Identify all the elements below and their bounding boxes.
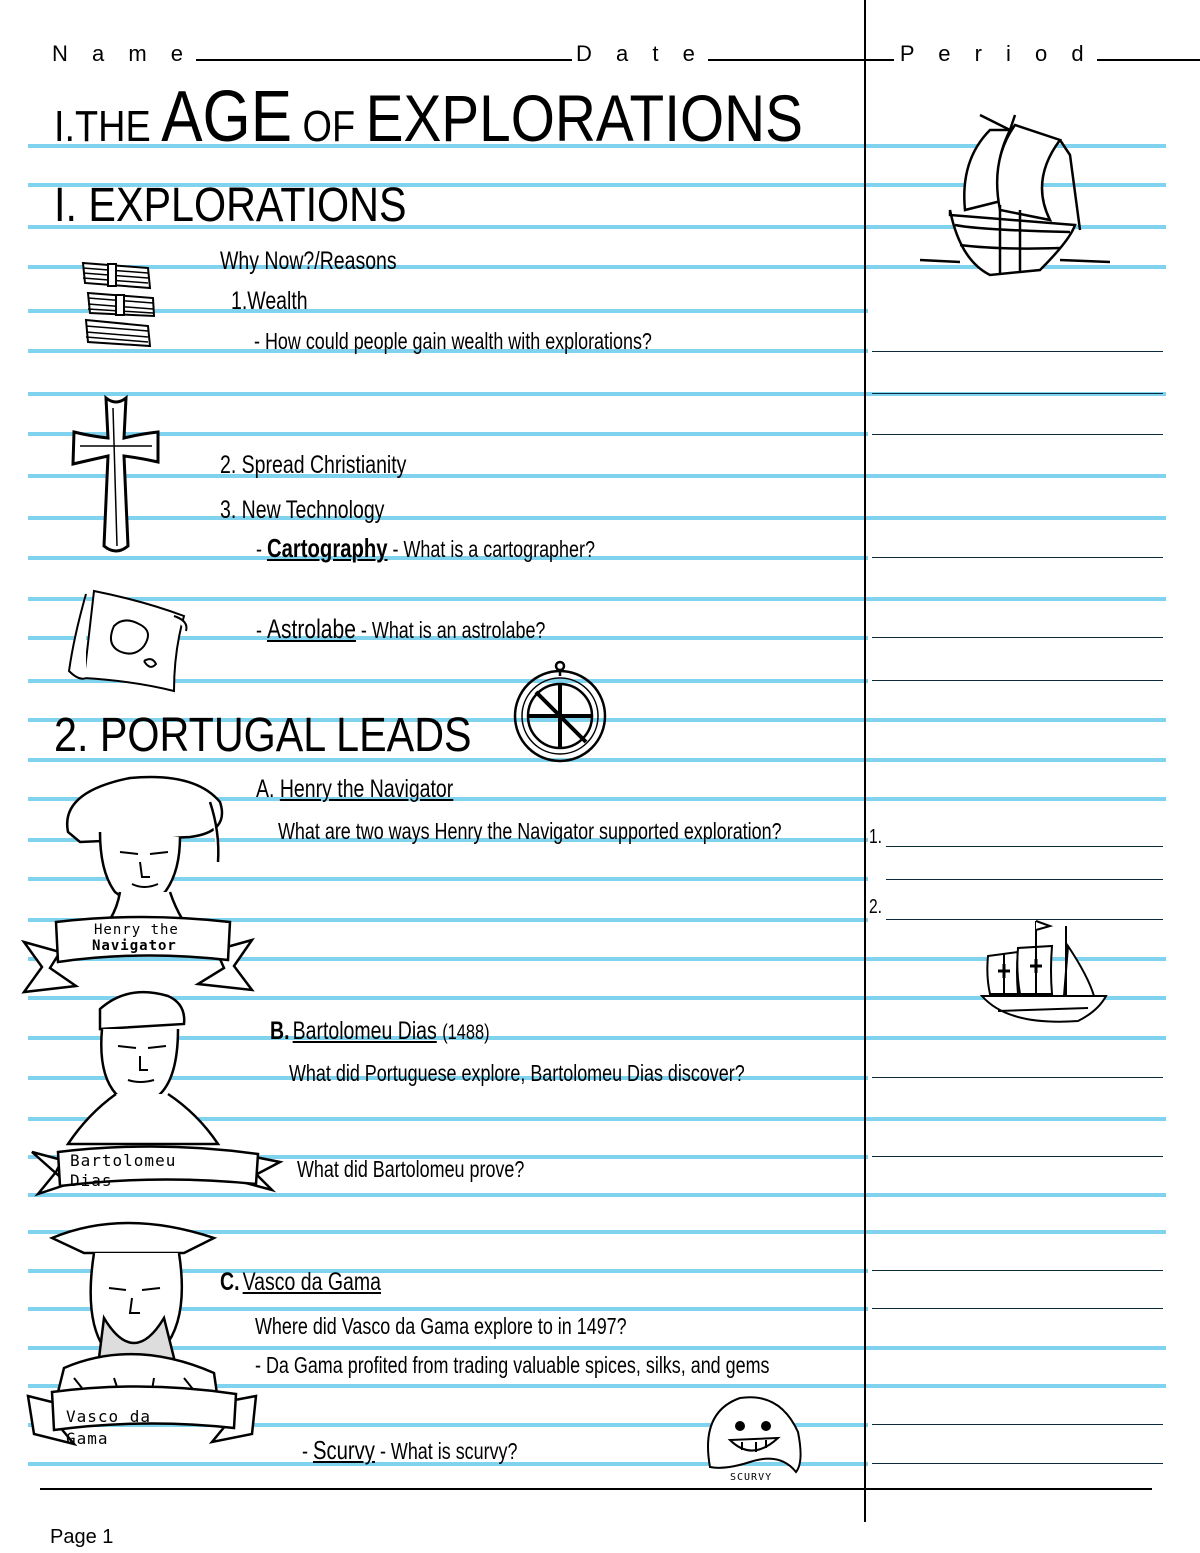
footer-rule [40, 1488, 1152, 1490]
cartography-term: Cartography [266, 533, 388, 563]
scurvy-term: Scurvy [312, 1435, 375, 1465]
dias-caption-2: Dias [70, 1171, 113, 1190]
henry-caption-1: Henry the [94, 922, 179, 938]
henry-heading: A. Henry the Navigator [256, 775, 454, 803]
gama-caption-1: Vasco da [66, 1407, 152, 1426]
christianity-item: 2. Spread Christianity [220, 451, 407, 479]
dias-heading: B. Bartolomeu Dias (1488) [270, 1017, 490, 1045]
name-field[interactable] [196, 58, 572, 61]
henry-portrait-icon [20, 772, 256, 998]
gama-question: Where did Vasco da Gama explore to in 1497? [255, 1313, 627, 1339]
scurvy-face-icon [700, 1392, 806, 1482]
gama-portrait-icon [24, 1208, 260, 1448]
wealth-question: - How could people gain wealth with explorations? [254, 328, 652, 354]
astrolabe-icon [508, 654, 612, 768]
page-number: Page 1 [50, 1526, 114, 1548]
henry-caption-2: Navigator [92, 938, 177, 954]
money-stack-icon [78, 258, 158, 353]
section2-heading: 2. PORTUGAL LEADS [54, 709, 472, 762]
scurvy-caption: SCURVY [730, 1472, 773, 1483]
period-label: P e r i o d [899, 41, 1093, 66]
header-row [52, 41, 1200, 67]
period-field[interactable] [1097, 58, 1200, 61]
scurvy-line: - Scurvy - What is scurvy? [302, 1435, 518, 1465]
dias-caption-1: Bartolomeu [70, 1151, 177, 1170]
astrolabe-line: - Astrolabe - What is an astrolabe? [256, 614, 546, 644]
answer-number-2: 2. [869, 896, 883, 918]
henry-question: What are two ways Henry the Navigator supported exploration? [278, 818, 782, 844]
page-title: I.THE AGE OF EXPLORATIONS [54, 77, 803, 157]
gama-note: - Da Gama profited from trading valuable spices, silks, and gems [255, 1352, 770, 1378]
date-field[interactable] [708, 58, 894, 61]
map-scroll-icon [64, 586, 190, 698]
why-now-text: Why Now?/Reasons [220, 247, 397, 275]
column-divider [864, 0, 866, 1522]
dias-portrait-icon [28, 984, 284, 1198]
cartography-line: - Cartography - What is a cartographer? [256, 533, 595, 563]
wealth-item: 1.Wealth [231, 287, 308, 315]
gama-name: Vasco da Gama [242, 1268, 381, 1296]
name-label: N a m e [52, 41, 193, 66]
gama-heading: C. Vasco da Gama [220, 1268, 381, 1296]
date-label: D a t e [576, 41, 704, 66]
cross-icon [70, 396, 162, 558]
dias-question-2: What did Bartolomeu prove? [297, 1156, 525, 1182]
dias-name: Bartolomeu Dias [292, 1017, 437, 1045]
technology-item: 3. New Technology [220, 496, 385, 524]
henry-name: Henry the Navigator [279, 775, 454, 803]
astrolabe-term: Astrolabe [266, 614, 356, 644]
caravel-ship-icon [920, 100, 1120, 280]
dias-question-1: What did Portuguese explore, Bartolomeu Dias discover? [289, 1060, 745, 1086]
answer-number-1: 1. [869, 826, 883, 848]
cross-sail-ship-icon [968, 916, 1112, 1046]
gama-caption-2: Gama [66, 1429, 109, 1448]
section1-heading: I. EXPLORATIONS [54, 179, 407, 232]
